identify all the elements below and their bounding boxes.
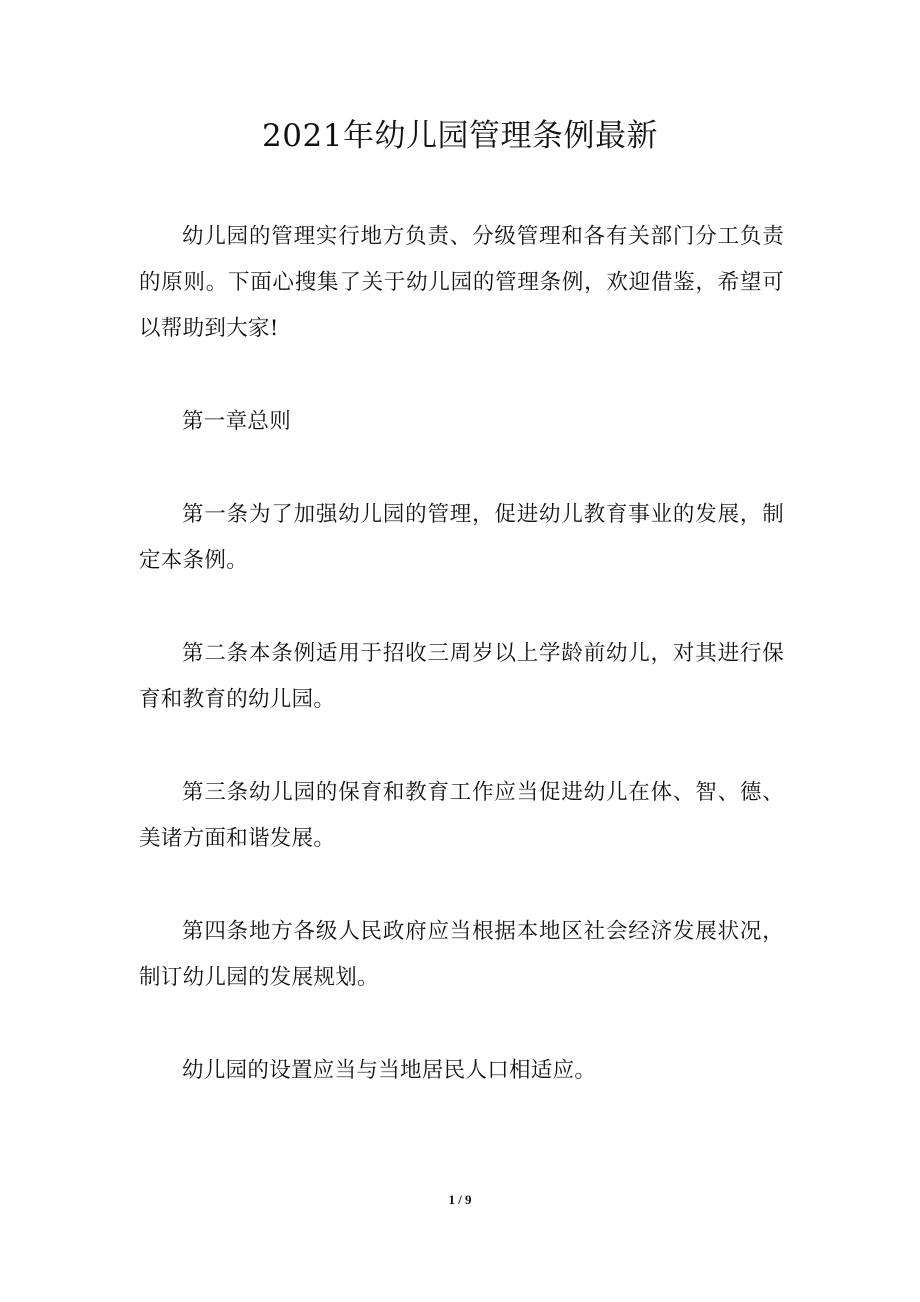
paragraph-article-1: 第一条为了加强幼儿园的管理，促进幼儿教育事业的发展，制定本条例。	[139, 502, 784, 573]
paragraph-article-2: 第二条本条例适用于招收三周岁以上学龄前幼儿，对其进行保育和教育的幼儿园。	[139, 641, 784, 712]
page-number: 1 / 9	[448, 1192, 472, 1207]
paragraph-article-3: 第三条幼儿园的保育和教育工作应当促进幼儿在体、智、德、美诸方面和谐发展。	[139, 780, 784, 851]
document-title: 2021年幼儿园管理条例最新	[262, 118, 658, 154]
paragraph-article-4-cont: 幼儿园的设置应当与当地居民人口相适应。	[182, 1058, 597, 1083]
paragraph-article-4: 第四条地方各级人民政府应当根据本地区社会经济发展状况，制订幼儿园的发展规划。	[139, 919, 784, 990]
document-body	[139, 214, 784, 1094]
chapter-heading: 第一章总则	[182, 409, 292, 434]
paragraph-intro: 幼儿园的管理实行地方负责、分级管理和各有关部门分工负责的原则。下面心搜集了关于幼儿园的管理条例，欢迎借鉴，希望可以帮助到大家!	[139, 224, 784, 341]
